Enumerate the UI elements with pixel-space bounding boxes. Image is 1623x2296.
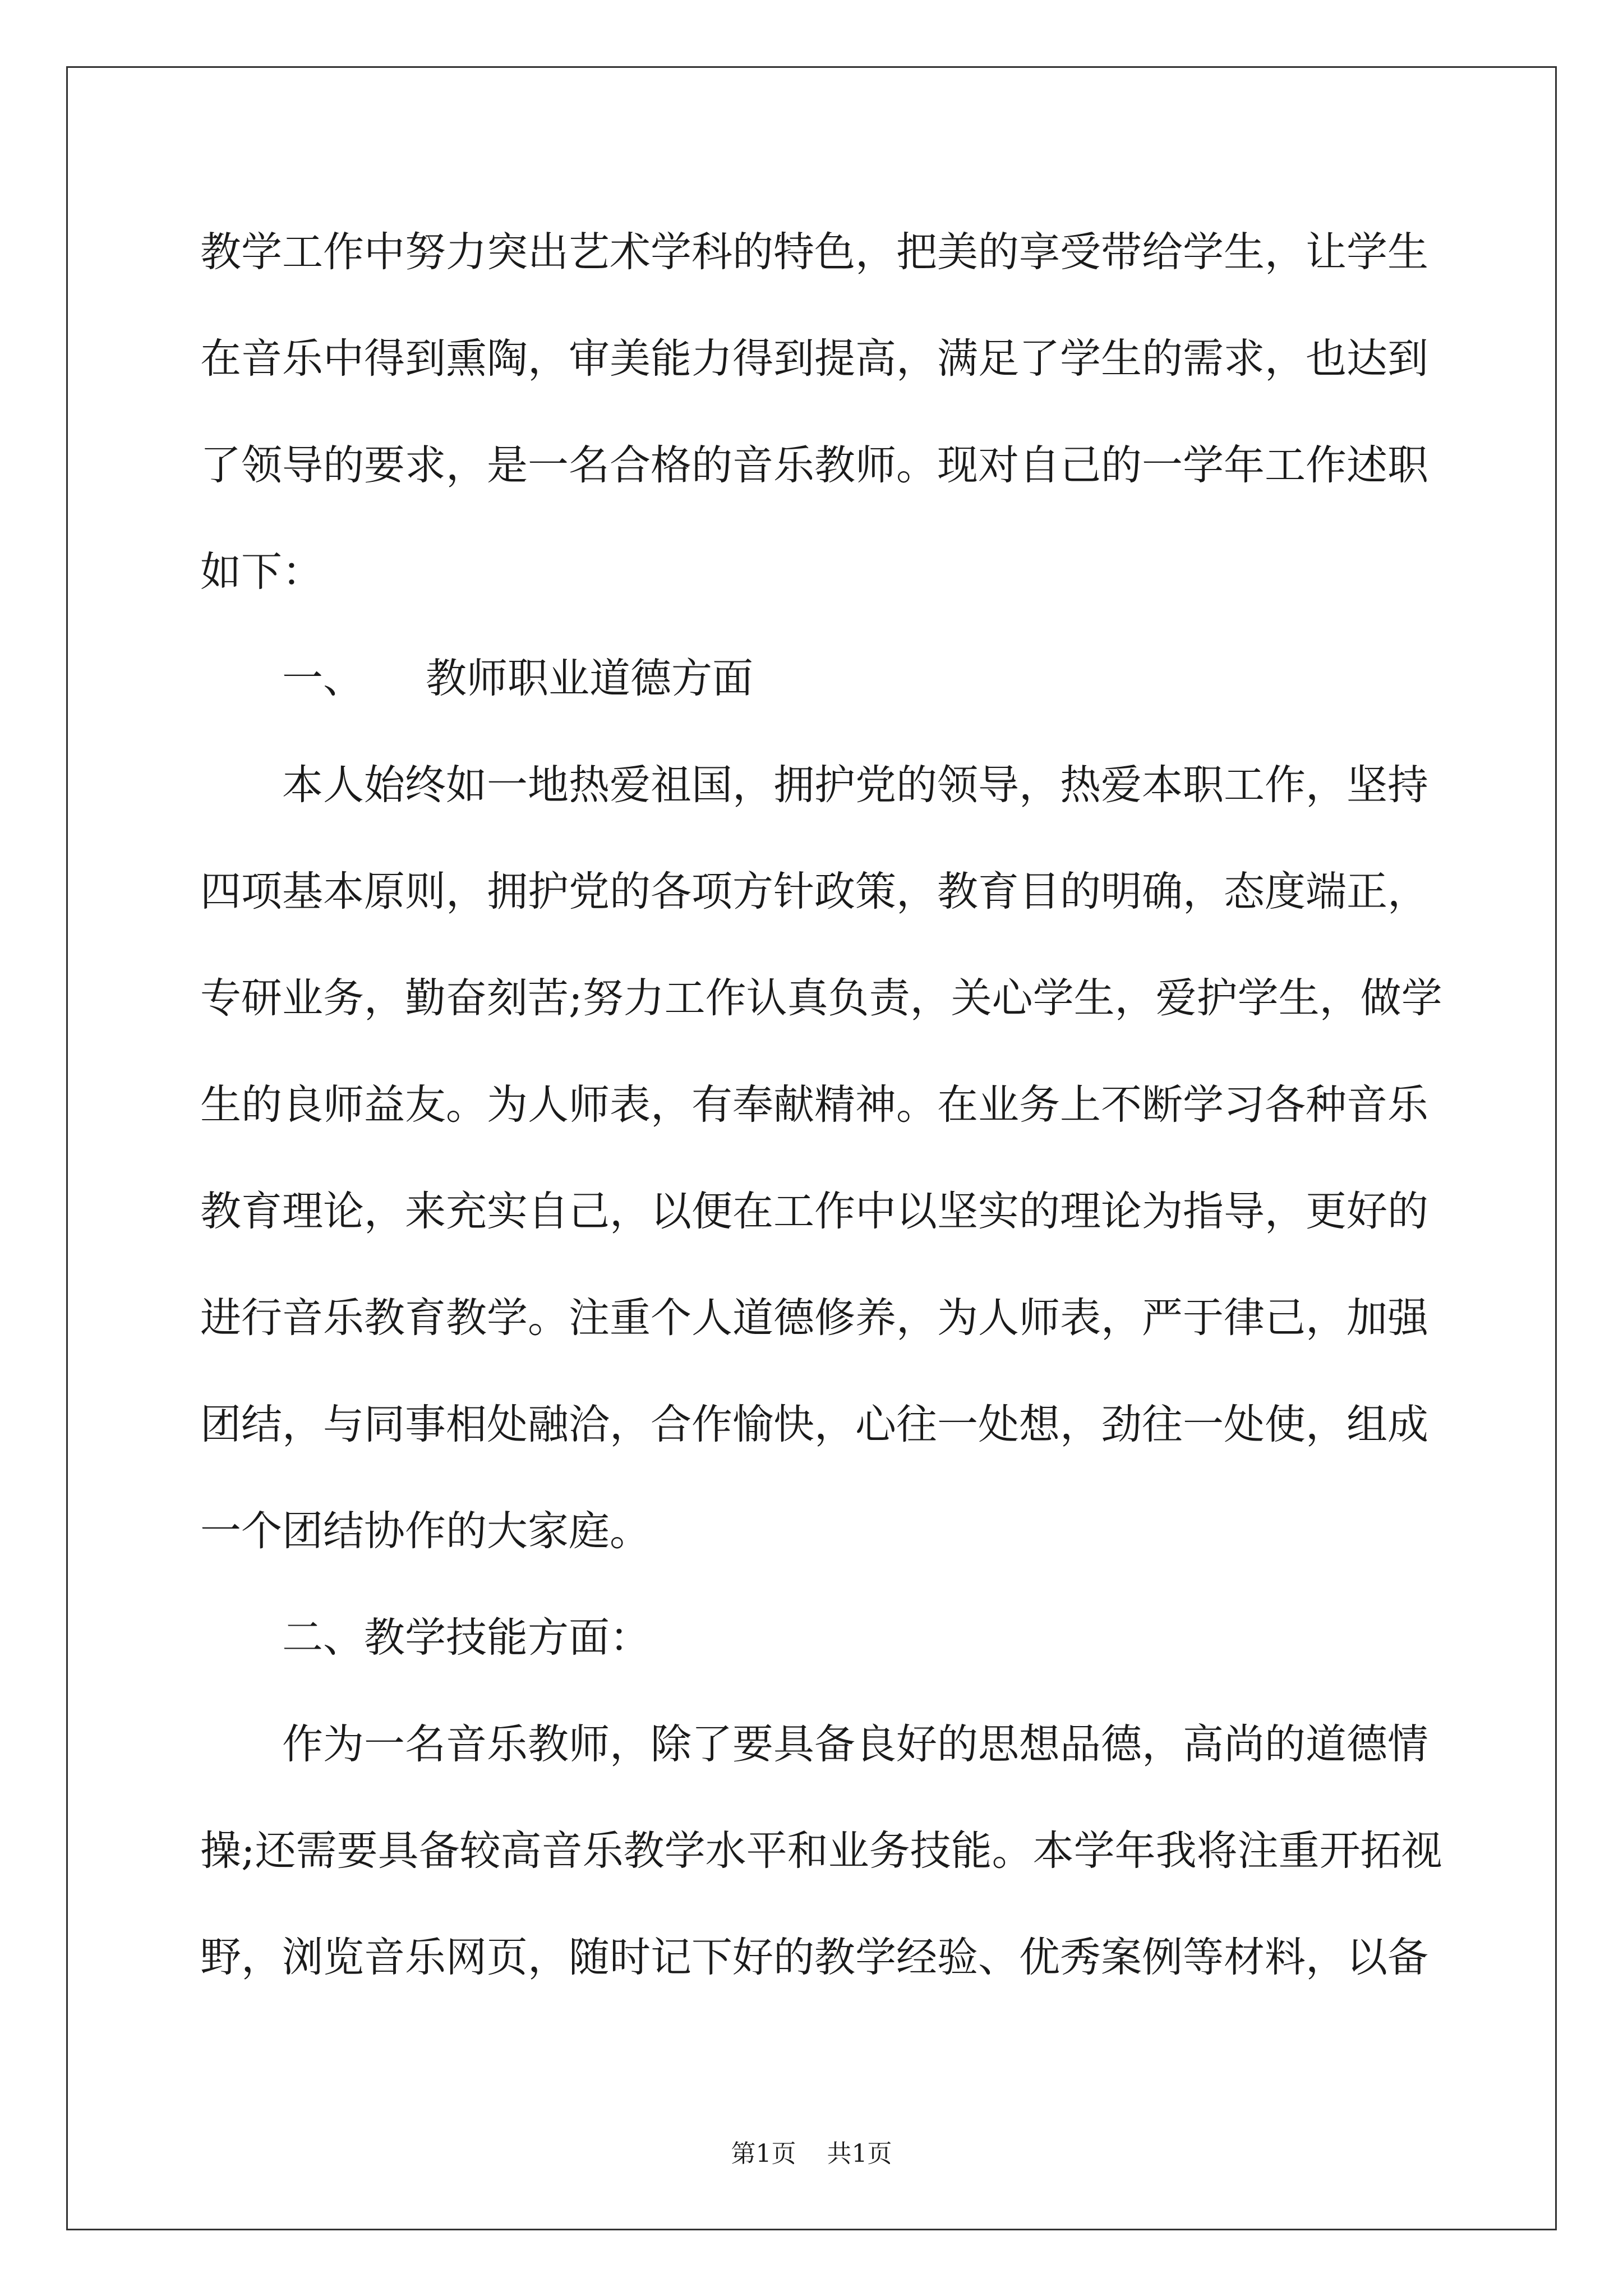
page-number-current: 第1页 bbox=[731, 2139, 796, 2168]
text-line: 教育理论，来充实自己，以便在工作中以坚实的理论为指导，更好的 bbox=[200, 1188, 1428, 1235]
section-heading-1 bbox=[200, 637, 1425, 743]
text-line: 教学工作中努力突出艺术学科的特色，把美的享受带给学生，让学生 bbox=[200, 228, 1428, 276]
text-line: 进行音乐教育教学。注重个人道德修养，为人师表，严于律己，加强 bbox=[200, 1294, 1428, 1342]
text-line: 团结，与同事相处融洽，合作愉快，心往一处想，劲往一处使，组成 bbox=[200, 1401, 1428, 1448]
text-line: 了领导的要求，是一名合格的音乐教师。现对自己的一学年工作述职 bbox=[200, 441, 1428, 489]
text-line: 如下： bbox=[200, 548, 323, 596]
page-number-total: 共1页 bbox=[827, 2139, 892, 2168]
text-line: 四项基本原则，拥护党的各项方针政策，教育目的明确，态度端正， bbox=[200, 868, 1428, 915]
text-line: 一个团结协作的大家庭。 bbox=[200, 1507, 651, 1555]
page-footer bbox=[0, 2137, 1623, 2171]
text-line: 专研业务，勤奋刻苦;努力工作认真负责，关心学生，爱护学生，做学 bbox=[200, 974, 1442, 1022]
text-line: 野，浏览音乐网页，随时记下好的教学经验、优秀案例等材料，以备 bbox=[200, 1934, 1428, 1981]
text-line: 在音乐中得到熏陶，审美能力得到提高，满足了学生的需求，也达到 bbox=[200, 335, 1428, 383]
section-heading-2: 二、教学技能方面： bbox=[282, 1614, 651, 1662]
text-line: 作为一名音乐教师，除了要具备良好的思想品德，高尚的道德情 bbox=[282, 1720, 1428, 1768]
text-line: 操;还需要具备较高音乐教学水平和业务技能。本学年我将注重开拓视 bbox=[200, 1827, 1442, 1875]
text-line: 生的良师益友。为人师表，有奉献精神。在业务上不断学习各种音乐 bbox=[200, 1081, 1428, 1129]
document-body bbox=[200, 210, 1442, 2022]
text-line: 本人始终如一地热爱祖国，拥护党的领导，热爱本职工作，坚持 bbox=[282, 761, 1428, 809]
section-heading-1-number: 一、 bbox=[282, 655, 364, 702]
section-heading-1-title: 教师职业道德方面 bbox=[426, 655, 753, 702]
